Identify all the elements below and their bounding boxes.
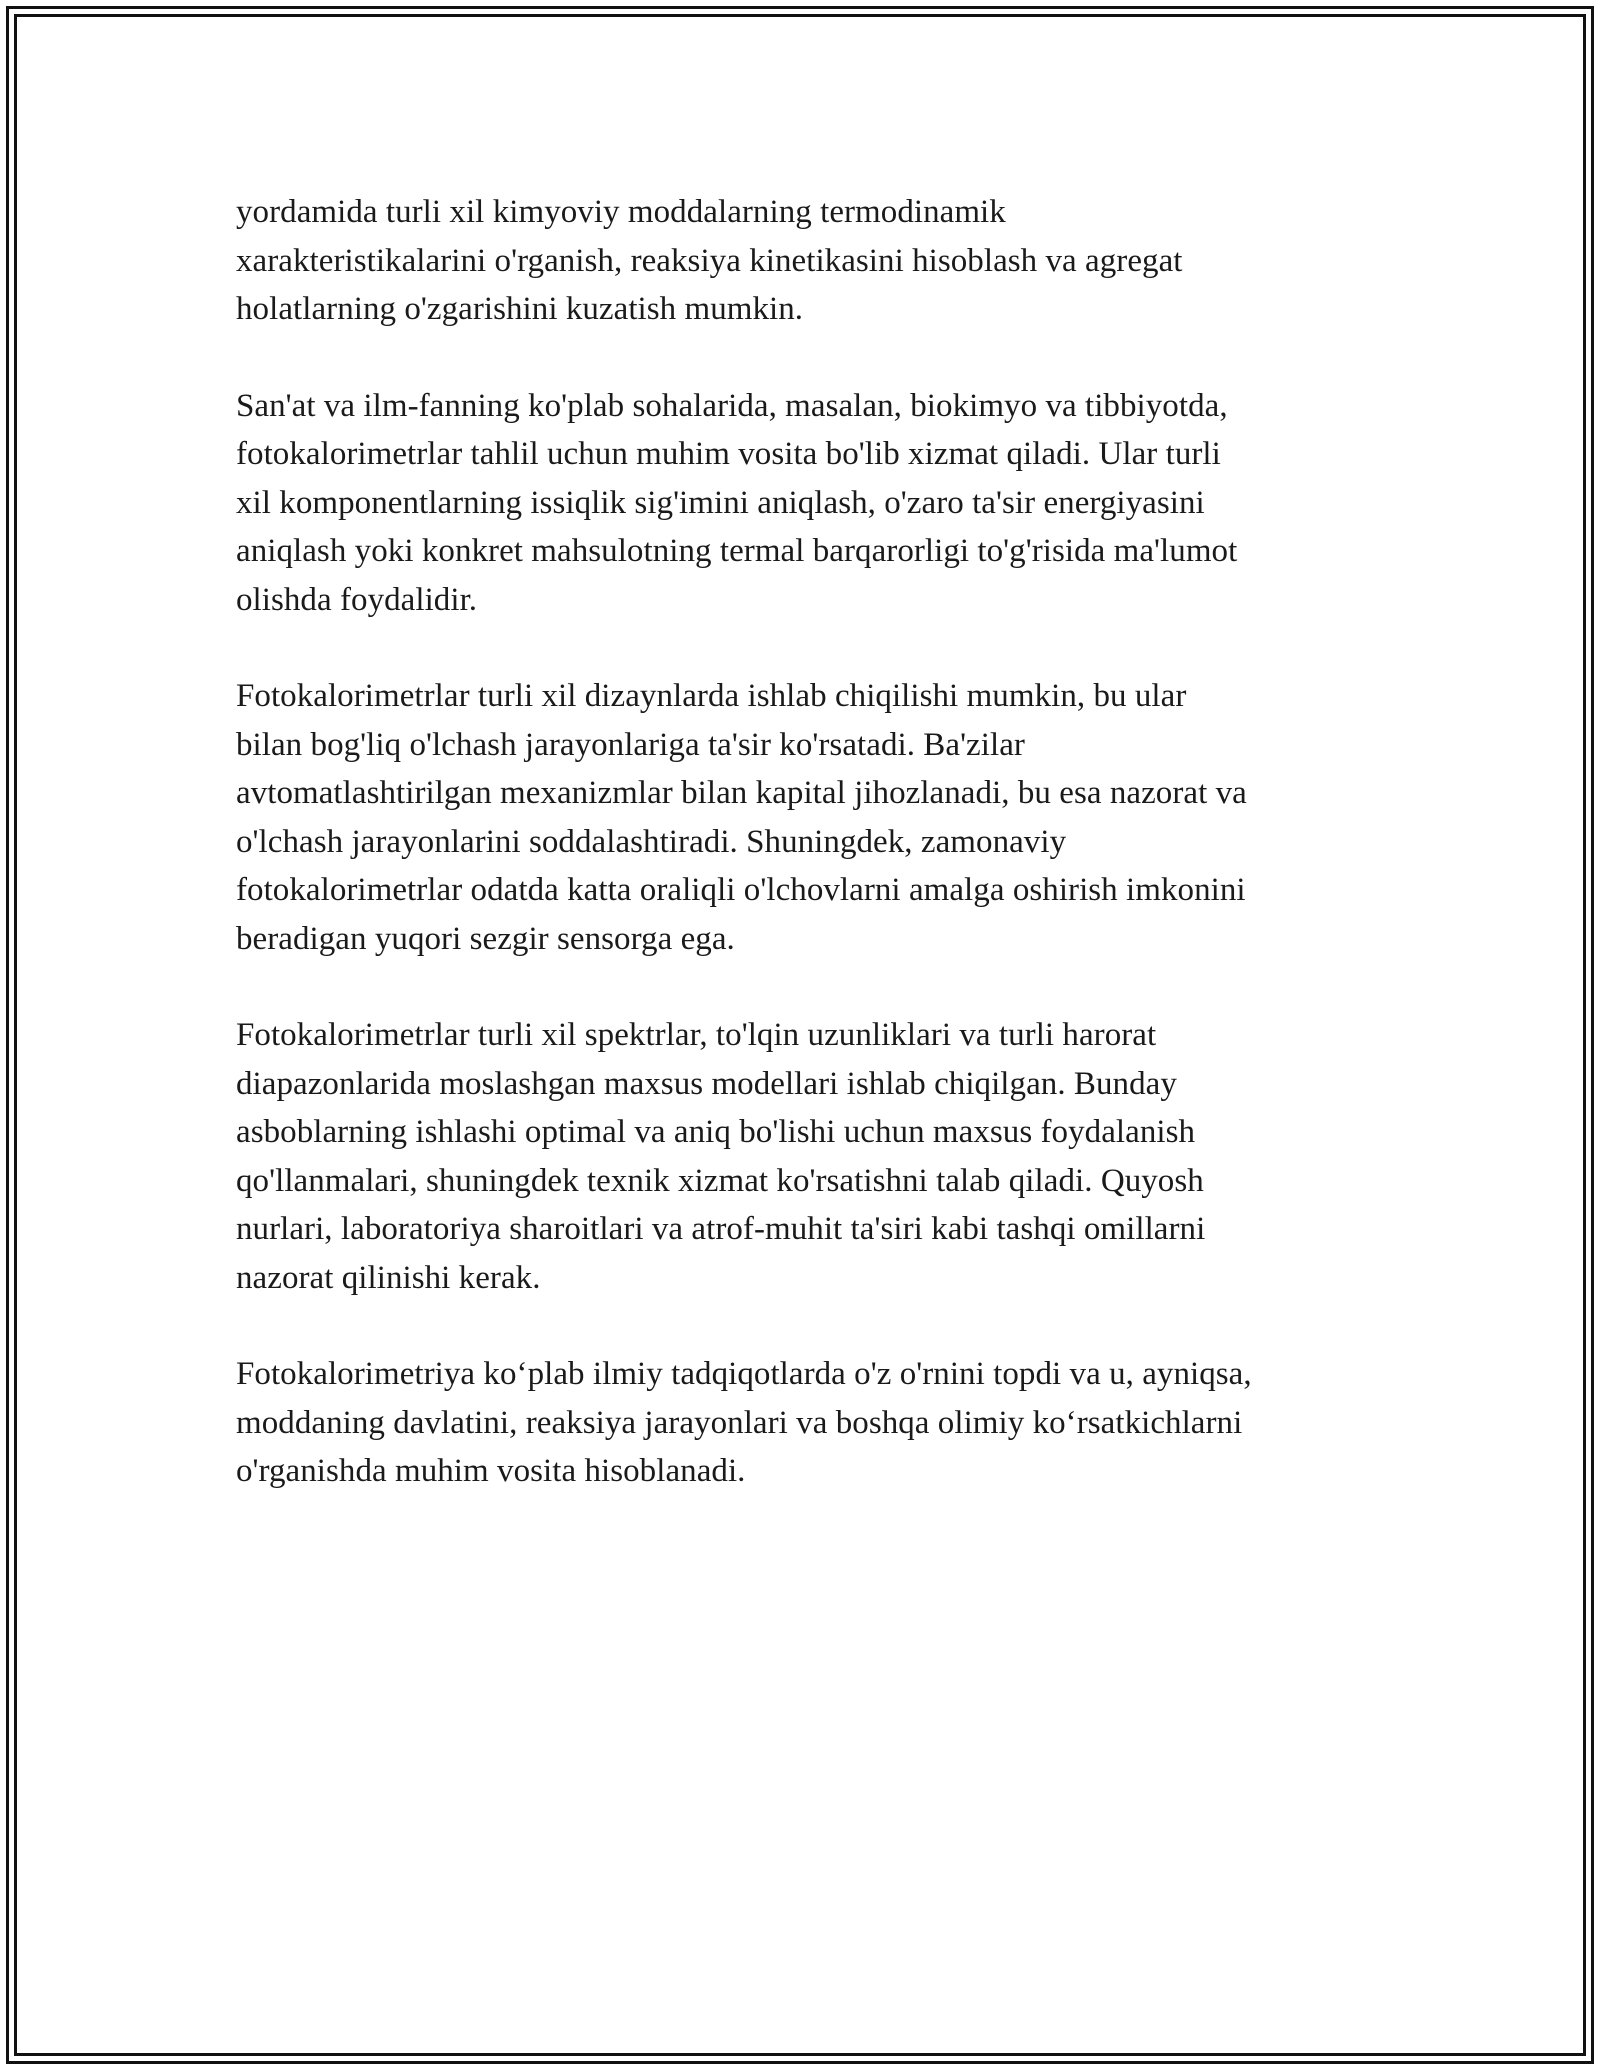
paragraph-applications: San'at va ilm-fanning ko'plab sohalarida, masalan, biokimyo va tibbiyotda, fotokalorimetrlar tahlil uchun muhim vosita bo'lib xizmat qiladi. Ular turli xil komponentlarning issiqlik sig'imini aniqlash, o'zaro ta'sir energiyasini aniqlash yoki konkret mahsulotning termal barqarorligi to'g'risida ma'lumot olishda foydalidir. bbox=[236, 387, 1238, 618]
paragraph-thermodynamic-properties: yordamida turli xil kimyoviy moddalarning termodinamik xarakteristikalarini o'rganish, reaksiya kinetikasini hisoblash va agregat holatlarning o'zgarishini kuzatish mumkin. bbox=[236, 194, 1183, 327]
paragraph-designs: Fotokalorimetrlar turli xil dizaynlarda ishlab chiqilishi mumkin, bu ular bilan bog'liq o'lchash jarayonlariga ta'sir ko'rsatadi. Ba'zilar avtomatlashtirilgan mexanizmlar bilan kapital jihozlanadi, bu esa nazorat va o'lchash jarayonlarini soddalashtiradi. Shuningdek, zamonaviy fotokalorimetrlar odatda katta oraliqli o'lchovlarni amalga oshirish imkonini beradigan yuqori sezgir sensorga ega. bbox=[236, 678, 1247, 957]
paragraph-specialized-models: Fotokalorimetrlar turli xil spektrlar, to'lqin uzunliklari va turli harorat diapazonlarida moslashgan maxsus modellari ishlab chiqilgan. Bunday asboblarning ishlashi optimal va aniq bo'lishi uchun maxsus foydalanish qo'llanmalari, shuningdek texnik xizmat ko'rsatishni talab qiladi. Quyosh nurlari, laboratoriya sharoitlari va atrof-muhit ta'siri kabi tashqi omillarni nazorat qilinishi kerak. bbox=[236, 1017, 1206, 1296]
document-body bbox=[236, 188, 1366, 1544]
paragraph-conclusion: Fotokalorimetriya ko‘plab ilmiy tadqiqotlarda o'z o'rnini topdi va u, ayniqsa, moddaning davlatini, reaksiya jarayonlari va boshqa olimiy ko‘rsatkichlarni o'rganishda muhim vosita hisoblanadi. bbox=[236, 1356, 1252, 1489]
